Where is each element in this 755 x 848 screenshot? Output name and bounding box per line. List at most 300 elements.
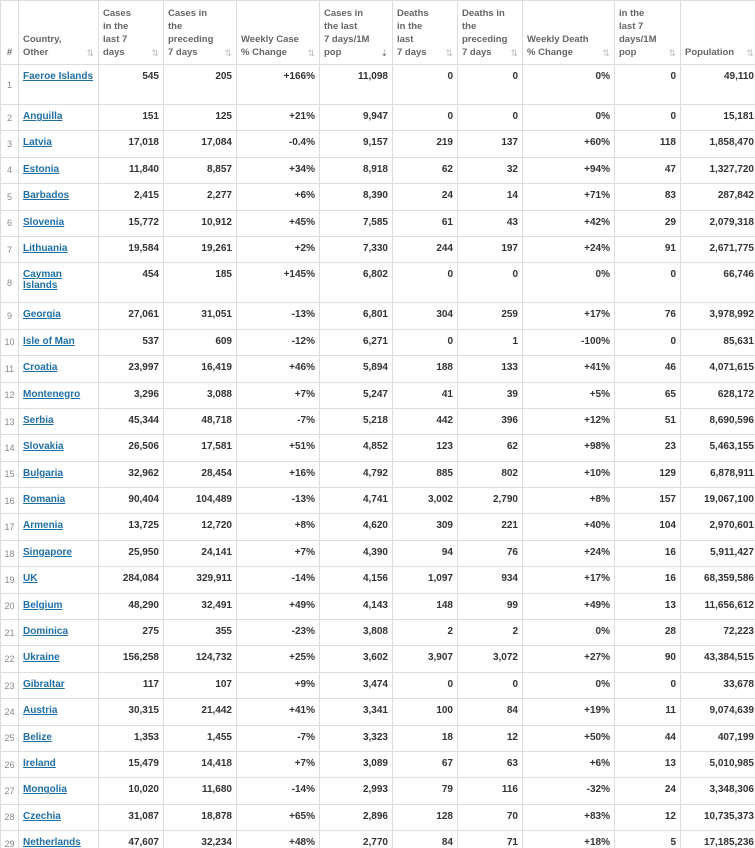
cases-per-million-cell: 5,894 bbox=[320, 356, 393, 382]
cases-per-million-cell: 5,247 bbox=[320, 382, 393, 408]
weekly-death-change-cell: +41% bbox=[523, 356, 615, 382]
deaths-preceding-7-days-cell: 43 bbox=[458, 210, 523, 236]
cases-per-million-cell: 2,993 bbox=[320, 778, 393, 804]
weekly-case-change-cell: +34% bbox=[237, 157, 320, 183]
country-cell bbox=[19, 356, 99, 382]
country-link[interactable]: Dominica bbox=[23, 626, 69, 638]
country-link[interactable]: Estonia bbox=[23, 163, 60, 175]
sort-arrows-icon[interactable]: ⇅ bbox=[602, 48, 610, 58]
sort-arrows-icon[interactable]: ⇅ bbox=[224, 48, 232, 58]
population-cell: 3,978,992 bbox=[681, 303, 755, 329]
sort-arrows-icon[interactable]: ⇅ bbox=[445, 48, 453, 58]
cases-last-7-days-cell: 45,344 bbox=[99, 408, 164, 434]
deaths-per-million-cell: 24 bbox=[615, 778, 681, 804]
country-cell bbox=[19, 65, 99, 105]
cases-per-million-cell: 4,620 bbox=[320, 514, 393, 540]
deaths-per-million-cell: 12 bbox=[615, 804, 681, 830]
population-cell: 287,842 bbox=[681, 184, 755, 210]
country-link[interactable]: Slovenia bbox=[23, 216, 65, 228]
country-link[interactable]: Mongolia bbox=[23, 784, 67, 796]
country-cell bbox=[19, 157, 99, 183]
cases-preceding-7-days-cell: 609 bbox=[164, 329, 237, 355]
weekly-death-change-cell: +42% bbox=[523, 210, 615, 236]
weekly-case-change-cell: +8% bbox=[237, 514, 320, 540]
row-rank: 2 bbox=[1, 105, 19, 131]
cases-per-million-cell: 5,218 bbox=[320, 408, 393, 434]
country-cell bbox=[19, 263, 99, 303]
deaths-last-7-days-cell: 100 bbox=[393, 699, 458, 725]
deaths-last-7-days-cell: 244 bbox=[393, 236, 458, 262]
weekly-death-change-cell: 0% bbox=[523, 105, 615, 131]
row-rank: 24 bbox=[1, 699, 19, 725]
deaths-preceding-7-days-cell: 3,072 bbox=[458, 646, 523, 672]
deaths-per-million-cell: 90 bbox=[615, 646, 681, 672]
cases-preceding-7-days-cell: 32,234 bbox=[164, 831, 237, 848]
cases-per-million-cell: 2,896 bbox=[320, 804, 393, 830]
row-rank: 12 bbox=[1, 382, 19, 408]
weekly-death-change-cell: -100% bbox=[523, 329, 615, 355]
deaths-per-million-cell: 65 bbox=[615, 382, 681, 408]
deaths-per-million-cell: 23 bbox=[615, 435, 681, 461]
country-cell bbox=[19, 184, 99, 210]
population-cell: 49,110 bbox=[681, 65, 755, 105]
row-rank: 4 bbox=[1, 157, 19, 183]
country-cell bbox=[19, 514, 99, 540]
cases-preceding-7-days-cell: 12,720 bbox=[164, 514, 237, 540]
cases-preceding-7-days-cell: 185 bbox=[164, 263, 237, 303]
deaths-per-million-cell: 11 bbox=[615, 699, 681, 725]
header-country[interactable]: Country, Other ⇅ bbox=[19, 1, 99, 65]
weekly-case-change-cell: +16% bbox=[237, 461, 320, 487]
cases-per-million-cell: 4,156 bbox=[320, 567, 393, 593]
population-cell: 15,181 bbox=[681, 105, 755, 131]
weekly-case-change-cell: +41% bbox=[237, 699, 320, 725]
sort-arrows-icon[interactable]: ⇅ bbox=[86, 48, 94, 58]
deaths-last-7-days-cell: 219 bbox=[393, 131, 458, 157]
weekly-case-change-cell: -23% bbox=[237, 620, 320, 646]
deaths-last-7-days-cell: 79 bbox=[393, 778, 458, 804]
cases-last-7-days-cell: 47,607 bbox=[99, 831, 164, 848]
header-population[interactable]: Population ⇅ bbox=[681, 1, 755, 65]
cases-last-7-days-cell: 26,506 bbox=[99, 435, 164, 461]
row-rank: 23 bbox=[1, 672, 19, 698]
cases-preceding-7-days-cell: 124,732 bbox=[164, 646, 237, 672]
deaths-per-million-cell: 0 bbox=[615, 105, 681, 131]
table-row bbox=[1, 184, 755, 210]
cases-preceding-7-days-cell: 16,419 bbox=[164, 356, 237, 382]
sort-arrows-icon[interactable]: ⇅ bbox=[510, 48, 518, 58]
table-row bbox=[1, 408, 755, 434]
country-cell bbox=[19, 699, 99, 725]
row-rank: 7 bbox=[1, 236, 19, 262]
deaths-per-million-cell: 13 bbox=[615, 593, 681, 619]
header-deaths-preceding-7-days[interactable]: Deaths in the preceding 7 days ⇅ bbox=[458, 1, 523, 65]
sort-descending-icon[interactable]: ⇣ bbox=[380, 48, 388, 58]
weekly-death-change-cell: +17% bbox=[523, 303, 615, 329]
weekly-case-change-cell: -13% bbox=[237, 488, 320, 514]
table-row bbox=[1, 804, 755, 830]
cases-last-7-days-cell: 31,087 bbox=[99, 804, 164, 830]
cases-last-7-days-cell: 15,479 bbox=[99, 751, 164, 777]
country-link[interactable]: Barbados bbox=[23, 190, 70, 202]
header-row bbox=[1, 1, 755, 65]
weekly-case-change-cell: +65% bbox=[237, 804, 320, 830]
country-link[interactable]: Armenia bbox=[23, 520, 64, 532]
deaths-preceding-7-days-cell: 0 bbox=[458, 65, 523, 105]
population-cell: 5,463,155 bbox=[681, 435, 755, 461]
population-cell: 3,348,306 bbox=[681, 778, 755, 804]
cases-preceding-7-days-cell: 48,718 bbox=[164, 408, 237, 434]
header-cases-preceding-7-days[interactable]: Cases in the preceding 7 days ⇅ bbox=[164, 1, 237, 65]
country-cell bbox=[19, 408, 99, 434]
deaths-last-7-days-cell: 0 bbox=[393, 105, 458, 131]
deaths-last-7-days-cell: 18 bbox=[393, 725, 458, 751]
cases-last-7-days-cell: 454 bbox=[99, 263, 164, 303]
deaths-preceding-7-days-cell: 84 bbox=[458, 699, 523, 725]
sort-arrows-icon[interactable]: ⇅ bbox=[307, 48, 315, 58]
table-row bbox=[1, 105, 755, 131]
deaths-per-million-cell: 13 bbox=[615, 751, 681, 777]
cases-per-million-cell: 7,585 bbox=[320, 210, 393, 236]
weekly-case-change-cell: +51% bbox=[237, 435, 320, 461]
table-row bbox=[1, 461, 755, 487]
cases-preceding-7-days-cell: 14,418 bbox=[164, 751, 237, 777]
weekly-death-change-cell: 0% bbox=[523, 620, 615, 646]
weekly-case-change-cell: -0.4% bbox=[237, 131, 320, 157]
deaths-last-7-days-cell: 61 bbox=[393, 210, 458, 236]
deaths-per-million-cell: 46 bbox=[615, 356, 681, 382]
deaths-per-million-cell: 16 bbox=[615, 567, 681, 593]
row-rank: 9 bbox=[1, 303, 19, 329]
country-link[interactable]: Gibraltar bbox=[23, 678, 65, 690]
deaths-per-million-cell: 0 bbox=[615, 263, 681, 303]
cases-last-7-days-cell: 30,315 bbox=[99, 699, 164, 725]
population-cell: 2,671,775 bbox=[681, 236, 755, 262]
table-row bbox=[1, 593, 755, 619]
weekly-case-change-cell: -14% bbox=[237, 778, 320, 804]
country-cell bbox=[19, 620, 99, 646]
population-cell: 17,185,236 bbox=[681, 831, 755, 848]
sort-arrows-icon[interactable]: ⇅ bbox=[746, 48, 754, 58]
cases-preceding-7-days-cell: 21,442 bbox=[164, 699, 237, 725]
country-link[interactable]: Faeroe Islands bbox=[23, 71, 94, 82]
weekly-case-change-cell: +45% bbox=[237, 210, 320, 236]
weekly-death-change-cell: +12% bbox=[523, 408, 615, 434]
cases-preceding-7-days-cell: 17,084 bbox=[164, 131, 237, 157]
deaths-preceding-7-days-cell: 14 bbox=[458, 184, 523, 210]
deaths-preceding-7-days-cell: 221 bbox=[458, 514, 523, 540]
deaths-per-million-cell: 5 bbox=[615, 831, 681, 848]
country-link[interactable]: Montenegro bbox=[23, 388, 81, 400]
cases-last-7-days-cell: 537 bbox=[99, 329, 164, 355]
deaths-preceding-7-days-cell: 0 bbox=[458, 263, 523, 303]
country-cell bbox=[19, 131, 99, 157]
table-row bbox=[1, 329, 755, 355]
cases-last-7-days-cell: 275 bbox=[99, 620, 164, 646]
row-rank: 6 bbox=[1, 210, 19, 236]
cases-last-7-days-cell: 25,950 bbox=[99, 540, 164, 566]
cases-per-million-cell: 3,808 bbox=[320, 620, 393, 646]
country-link[interactable]: Isle of Man bbox=[23, 335, 75, 347]
country-link[interactable]: Belize bbox=[23, 731, 52, 743]
table-body bbox=[1, 65, 755, 848]
country-link[interactable]: Belgium bbox=[23, 599, 63, 611]
weekly-case-change-cell: -7% bbox=[237, 408, 320, 434]
header-cases-per-million[interactable]: Cases in the last 7 days/1M pop ⇣ bbox=[320, 1, 393, 65]
cases-per-million-cell: 6,801 bbox=[320, 303, 393, 329]
header-deaths-last-7-days[interactable]: Deaths in the last 7 days ⇅ bbox=[393, 1, 458, 65]
deaths-last-7-days-cell: 2 bbox=[393, 620, 458, 646]
weekly-death-change-cell: +49% bbox=[523, 593, 615, 619]
cases-per-million-cell: 4,143 bbox=[320, 593, 393, 619]
row-rank: 16 bbox=[1, 488, 19, 514]
weekly-death-change-cell: +71% bbox=[523, 184, 615, 210]
deaths-per-million-cell: 91 bbox=[615, 236, 681, 262]
deaths-preceding-7-days-cell: 99 bbox=[458, 593, 523, 619]
deaths-preceding-7-days-cell: 133 bbox=[458, 356, 523, 382]
cases-last-7-days-cell: 3,296 bbox=[99, 382, 164, 408]
weekly-death-change-cell: +83% bbox=[523, 804, 615, 830]
deaths-preceding-7-days-cell: 396 bbox=[458, 408, 523, 434]
cases-preceding-7-days-cell: 28,454 bbox=[164, 461, 237, 487]
deaths-preceding-7-days-cell: 62 bbox=[458, 435, 523, 461]
deaths-preceding-7-days-cell: 934 bbox=[458, 567, 523, 593]
country-link[interactable]: Ireland bbox=[23, 757, 56, 769]
sort-arrows-icon[interactable]: ⇅ bbox=[668, 48, 676, 58]
row-rank: 25 bbox=[1, 725, 19, 751]
country-link[interactable]: Ukraine bbox=[23, 652, 60, 664]
population-cell: 9,074,639 bbox=[681, 699, 755, 725]
weekly-death-change-cell: +24% bbox=[523, 236, 615, 262]
deaths-preceding-7-days-cell: 137 bbox=[458, 131, 523, 157]
table-row bbox=[1, 236, 755, 262]
deaths-preceding-7-days-cell: 259 bbox=[458, 303, 523, 329]
country-cell bbox=[19, 593, 99, 619]
weekly-death-change-cell: +18% bbox=[523, 831, 615, 848]
deaths-per-million-cell: 157 bbox=[615, 488, 681, 514]
deaths-per-million-cell: 47 bbox=[615, 157, 681, 183]
deaths-per-million-cell: 118 bbox=[615, 131, 681, 157]
cases-per-million-cell: 3,323 bbox=[320, 725, 393, 751]
row-rank: 8 bbox=[1, 263, 19, 303]
cases-per-million-cell: 3,089 bbox=[320, 751, 393, 777]
weekly-case-change-cell: -12% bbox=[237, 329, 320, 355]
deaths-last-7-days-cell: 123 bbox=[393, 435, 458, 461]
country-link[interactable]: Georgia bbox=[23, 309, 61, 321]
country-link[interactable]: Czechia bbox=[23, 810, 61, 822]
row-rank: 17 bbox=[1, 514, 19, 540]
sort-arrows-icon[interactable]: ⇅ bbox=[151, 48, 159, 58]
weekly-case-change-cell: +7% bbox=[237, 382, 320, 408]
country-cell bbox=[19, 488, 99, 514]
weekly-case-change-cell: +21% bbox=[237, 105, 320, 131]
country-link[interactable]: Croatia bbox=[23, 362, 58, 374]
deaths-preceding-7-days-cell: 116 bbox=[458, 778, 523, 804]
cases-last-7-days-cell: 15,772 bbox=[99, 210, 164, 236]
row-rank: 21 bbox=[1, 620, 19, 646]
cases-last-7-days-cell: 2,415 bbox=[99, 184, 164, 210]
row-rank: 28 bbox=[1, 804, 19, 830]
deaths-last-7-days-cell: 84 bbox=[393, 831, 458, 848]
weekly-death-change-cell: +24% bbox=[523, 540, 615, 566]
row-rank: 13 bbox=[1, 408, 19, 434]
weekly-case-change-cell: +46% bbox=[237, 356, 320, 382]
deaths-preceding-7-days-cell: 70 bbox=[458, 804, 523, 830]
country-link[interactable]: Netherlands bbox=[23, 837, 81, 848]
cases-last-7-days-cell: 10,020 bbox=[99, 778, 164, 804]
population-cell: 4,071,615 bbox=[681, 356, 755, 382]
cases-last-7-days-cell: 19,584 bbox=[99, 236, 164, 262]
cases-last-7-days-cell: 90,404 bbox=[99, 488, 164, 514]
country-cell bbox=[19, 382, 99, 408]
weekly-case-change-cell: +145% bbox=[237, 263, 320, 303]
deaths-last-7-days-cell: 304 bbox=[393, 303, 458, 329]
deaths-per-million-cell: 51 bbox=[615, 408, 681, 434]
deaths-preceding-7-days-cell: 0 bbox=[458, 672, 523, 698]
cases-per-million-cell: 3,341 bbox=[320, 699, 393, 725]
cases-per-million-cell: 4,741 bbox=[320, 488, 393, 514]
deaths-last-7-days-cell: 67 bbox=[393, 751, 458, 777]
population-cell: 68,359,586 bbox=[681, 567, 755, 593]
weekly-death-change-cell: +98% bbox=[523, 435, 615, 461]
deaths-per-million-cell: 76 bbox=[615, 303, 681, 329]
cases-preceding-7-days-cell: 3,088 bbox=[164, 382, 237, 408]
cases-per-million-cell: 7,330 bbox=[320, 236, 393, 262]
table-row bbox=[1, 303, 755, 329]
deaths-preceding-7-days-cell: 0 bbox=[458, 105, 523, 131]
deaths-preceding-7-days-cell: 32 bbox=[458, 157, 523, 183]
country-link[interactable]: Cayman Islands bbox=[23, 269, 62, 292]
weekly-death-change-cell: +50% bbox=[523, 725, 615, 751]
deaths-last-7-days-cell: 148 bbox=[393, 593, 458, 619]
deaths-last-7-days-cell: 1,097 bbox=[393, 567, 458, 593]
deaths-preceding-7-days-cell: 63 bbox=[458, 751, 523, 777]
deaths-last-7-days-cell: 41 bbox=[393, 382, 458, 408]
header-rank: # bbox=[1, 1, 19, 65]
row-rank: 15 bbox=[1, 461, 19, 487]
cases-last-7-days-cell: 17,018 bbox=[99, 131, 164, 157]
cases-last-7-days-cell: 156,258 bbox=[99, 646, 164, 672]
weekly-death-change-cell: 0% bbox=[523, 65, 615, 105]
table-row bbox=[1, 488, 755, 514]
header-weekly-case-change[interactable]: Weekly Case % Change ⇅ bbox=[237, 1, 320, 65]
table-row bbox=[1, 157, 755, 183]
deaths-preceding-7-days-cell: 1 bbox=[458, 329, 523, 355]
cases-last-7-days-cell: 545 bbox=[99, 65, 164, 105]
country-link[interactable]: Romania bbox=[23, 494, 66, 506]
header-cases-last-7-days[interactable]: Cases in the last 7 days ⇅ bbox=[99, 1, 164, 65]
deaths-per-million-cell: 129 bbox=[615, 461, 681, 487]
table-row bbox=[1, 210, 755, 236]
table-row bbox=[1, 778, 755, 804]
population-cell: 407,199 bbox=[681, 725, 755, 751]
deaths-per-million-cell: 44 bbox=[615, 725, 681, 751]
cases-preceding-7-days-cell: 24,141 bbox=[164, 540, 237, 566]
population-cell: 8,690,596 bbox=[681, 408, 755, 434]
cases-preceding-7-days-cell: 125 bbox=[164, 105, 237, 131]
row-rank: 5 bbox=[1, 184, 19, 210]
cases-per-million-cell: 4,852 bbox=[320, 435, 393, 461]
row-rank: 10 bbox=[1, 329, 19, 355]
cases-preceding-7-days-cell: 32,491 bbox=[164, 593, 237, 619]
deaths-per-million-cell: 28 bbox=[615, 620, 681, 646]
population-cell: 5,010,985 bbox=[681, 751, 755, 777]
row-rank: 14 bbox=[1, 435, 19, 461]
cases-last-7-days-cell: 284,084 bbox=[99, 567, 164, 593]
cases-per-million-cell: 8,390 bbox=[320, 184, 393, 210]
table-row bbox=[1, 65, 755, 105]
country-link[interactable]: Anguilla bbox=[23, 111, 63, 122]
country-link[interactable]: Serbia bbox=[23, 414, 54, 426]
table-row bbox=[1, 699, 755, 725]
weekly-death-change-cell: 0% bbox=[523, 263, 615, 303]
deaths-last-7-days-cell: 24 bbox=[393, 184, 458, 210]
country-link[interactable]: Bulgaria bbox=[23, 467, 64, 479]
country-cell bbox=[19, 567, 99, 593]
country-link[interactable]: Lithuania bbox=[23, 242, 68, 254]
row-rank: 22 bbox=[1, 646, 19, 672]
deaths-last-7-days-cell: 0 bbox=[393, 65, 458, 105]
cases-last-7-days-cell: 117 bbox=[99, 672, 164, 698]
table-row bbox=[1, 435, 755, 461]
deaths-per-million-cell: 0 bbox=[615, 672, 681, 698]
population-cell: 1,327,720 bbox=[681, 157, 755, 183]
row-rank: 20 bbox=[1, 593, 19, 619]
population-cell: 85,631 bbox=[681, 329, 755, 355]
cases-per-million-cell: 4,390 bbox=[320, 540, 393, 566]
weekly-death-change-cell: +10% bbox=[523, 461, 615, 487]
table-row bbox=[1, 263, 755, 303]
cases-last-7-days-cell: 151 bbox=[99, 105, 164, 131]
cases-last-7-days-cell: 27,061 bbox=[99, 303, 164, 329]
deaths-per-million-cell: 29 bbox=[615, 210, 681, 236]
deaths-last-7-days-cell: 885 bbox=[393, 461, 458, 487]
country-link[interactable]: Latvia bbox=[23, 137, 52, 149]
weekly-death-change-cell: -32% bbox=[523, 778, 615, 804]
header-weekly-death-change[interactable]: Weekly Death % Change ⇅ bbox=[523, 1, 615, 65]
deaths-last-7-days-cell: 62 bbox=[393, 157, 458, 183]
deaths-preceding-7-days-cell: 2,790 bbox=[458, 488, 523, 514]
cases-preceding-7-days-cell: 8,857 bbox=[164, 157, 237, 183]
country-link[interactable]: Slovakia bbox=[23, 441, 64, 453]
cases-preceding-7-days-cell: 329,911 bbox=[164, 567, 237, 593]
cases-preceding-7-days-cell: 17,581 bbox=[164, 435, 237, 461]
country-cell bbox=[19, 672, 99, 698]
country-link[interactable]: Austria bbox=[23, 705, 58, 717]
country-cell bbox=[19, 303, 99, 329]
weekly-death-change-cell: +27% bbox=[523, 646, 615, 672]
country-link[interactable]: UK bbox=[23, 573, 38, 585]
header-deaths-per-million[interactable]: in the last 7 days/1M pop ⇅ bbox=[615, 1, 681, 65]
country-cell bbox=[19, 105, 99, 131]
population-cell: 5,911,427 bbox=[681, 540, 755, 566]
table-row bbox=[1, 356, 755, 382]
deaths-last-7-days-cell: 442 bbox=[393, 408, 458, 434]
cases-per-million-cell: 6,271 bbox=[320, 329, 393, 355]
table-row bbox=[1, 567, 755, 593]
population-cell: 628,172 bbox=[681, 382, 755, 408]
weekly-case-change-cell: -7% bbox=[237, 725, 320, 751]
country-link[interactable]: Singapore bbox=[23, 546, 72, 558]
weekly-case-change-cell: -14% bbox=[237, 567, 320, 593]
population-cell: 33,678 bbox=[681, 672, 755, 698]
table-row bbox=[1, 646, 755, 672]
cases-preceding-7-days-cell: 31,051 bbox=[164, 303, 237, 329]
weekly-case-change-cell: +6% bbox=[237, 184, 320, 210]
country-cell bbox=[19, 646, 99, 672]
table-row bbox=[1, 620, 755, 646]
weekly-case-change-cell: +49% bbox=[237, 593, 320, 619]
